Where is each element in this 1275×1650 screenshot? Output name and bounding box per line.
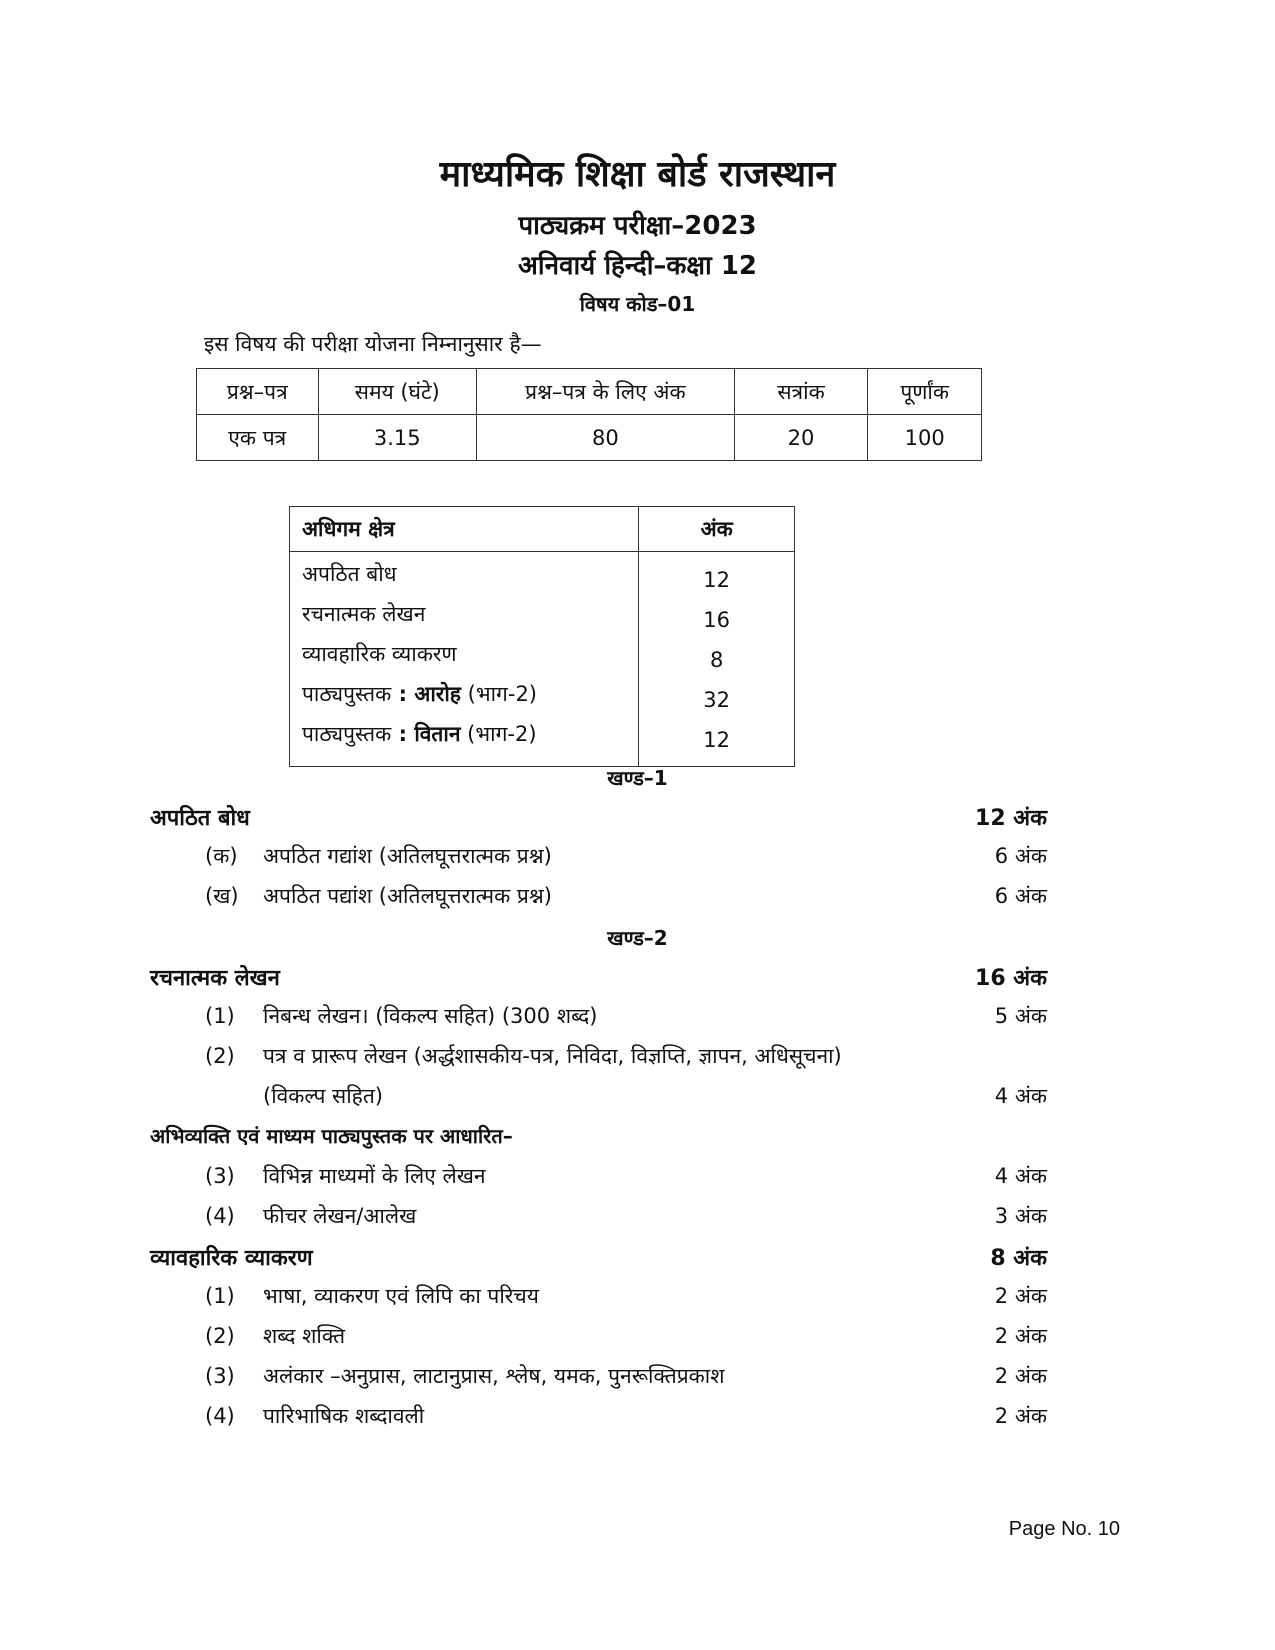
table-cell: 20 <box>734 415 868 461</box>
area-name: पाठ्यपुस्तक : आरोह (भाग-2) <box>302 682 537 706</box>
section-heading: खण्ड–2 <box>607 926 668 950</box>
area-marks: 12 <box>703 568 731 592</box>
item-marks: 4 अंक <box>994 1084 1047 1108</box>
table-cell: 80 <box>476 415 734 461</box>
section-marks: 16 अंक <box>975 966 1047 991</box>
list-item: (1) भाषा, व्याकरण एवं लिपि का परिचय <box>205 1284 539 1308</box>
board-title: माध्यमिक शिक्षा बोर्ड राजस्थान <box>439 154 836 195</box>
table-header-cell: समय (घंटे) <box>318 369 476 415</box>
table-header-cell: प्रश्न–पत्र <box>197 369 319 415</box>
item-marks: 3 अंक <box>994 1204 1047 1228</box>
table-header-cell: अंक <box>639 507 795 552</box>
table-row <box>290 552 795 767</box>
section-title: व्यावहारिक व्याकरण <box>150 1246 313 1271</box>
section-marks: 8 अंक <box>990 1246 1047 1271</box>
table-header-cell: अधिगम क्षेत्र <box>290 507 639 552</box>
table-header-row <box>290 507 795 552</box>
item-marks: 4 अंक <box>994 1164 1047 1188</box>
list-item: (क) अपठित गद्यांश (अतिलघूत्तरात्मक प्रश्न) <box>205 844 552 868</box>
table-header-cell: पूर्णांक <box>868 369 982 415</box>
table-header-cell: सत्रांक <box>734 369 868 415</box>
section-marks: 12 अंक <box>975 806 1047 831</box>
list-item: (2) शब्द शक्ति <box>205 1324 346 1348</box>
area-marks: 12 <box>703 728 731 752</box>
item-marks: 2 अंक <box>994 1364 1047 1388</box>
book-title: वितान <box>414 722 461 746</box>
list-item: (4) फीचर लेखन/आलेख <box>205 1204 417 1228</box>
learning-areas-table <box>289 506 795 767</box>
area-name: पाठ्यपुस्तक : वितान (भाग-2) <box>302 722 537 746</box>
list-item: (4) पारिभाषिक शब्दावली <box>205 1404 425 1428</box>
item-marks: 2 अंक <box>994 1284 1047 1308</box>
item-marks: 2 अंक <box>994 1324 1047 1348</box>
area-marks: 32 <box>703 688 731 712</box>
section-heading: खण्ड–1 <box>607 766 668 790</box>
item-marks: 6 अंक <box>994 844 1047 868</box>
area-names-cell <box>290 552 639 767</box>
exam-scheme-table <box>196 368 982 461</box>
list-item: (1) निबन्ध लेखन। (विकल्प सहित) (300 शब्द) <box>205 1004 598 1028</box>
area-marks: 8 <box>709 648 724 672</box>
area-marks: 16 <box>703 608 731 632</box>
exam-title: पाठ्यक्रम परीक्षा–2023 <box>518 211 757 241</box>
page-number: Page No. 10 <box>1008 1518 1120 1540</box>
section-title: अपठित बोध <box>150 806 250 831</box>
area-name: रचनात्मक लेखन <box>302 602 426 626</box>
section-title: रचनात्मक लेखन <box>150 966 280 991</box>
subsection-title: अभिव्यक्ति एवं माध्यम पाठ्यपुस्तक पर आधारित– <box>150 1124 513 1148</box>
area-name: व्यावहारिक व्याकरण <box>302 642 457 666</box>
area-marks-cell <box>639 552 795 767</box>
list-item: (3) अलंकार –अनुप्रास, लाटानुप्रास, श्लेष, यमक, पुनरूक्तिप्रकाश <box>205 1364 725 1388</box>
item-marks: 5 अंक <box>994 1004 1047 1028</box>
table-header-cell: प्रश्न–पत्र के लिए अंक <box>476 369 734 415</box>
subject-title: अनिवार्य हिन्दी–कक्षा 12 <box>517 251 758 281</box>
list-item: (2) पत्र व प्रारूप लेखन (अर्द्धशासकीय-पत्र, निविदा, विज्ञप्ति, ज्ञापन, अधिसूचना) <box>205 1044 842 1068</box>
subject-code: विषय कोड–01 <box>579 292 696 316</box>
table-cell: 100 <box>868 415 982 461</box>
table-cell: एक पत्र <box>197 415 319 461</box>
table-cell: 3.15 <box>318 415 476 461</box>
list-item: (ख) अपठित पद्यांश (अतिलघूत्तरात्मक प्रश्न) <box>205 884 552 908</box>
list-item-continuation: (विकल्प सहित) <box>263 1084 383 1108</box>
book-title: आरोह <box>414 682 461 706</box>
list-item: (3) विभिन्न माध्यमों के लिए लेखन <box>205 1164 486 1188</box>
table-header-row <box>197 369 982 415</box>
item-marks: 6 अंक <box>994 884 1047 908</box>
intro-text: इस विषय की परीक्षा योजना निम्नानुसार है— <box>204 332 542 356</box>
area-name: अपठित बोध <box>302 562 397 586</box>
item-marks: 2 अंक <box>994 1404 1047 1428</box>
table-row <box>197 415 982 461</box>
